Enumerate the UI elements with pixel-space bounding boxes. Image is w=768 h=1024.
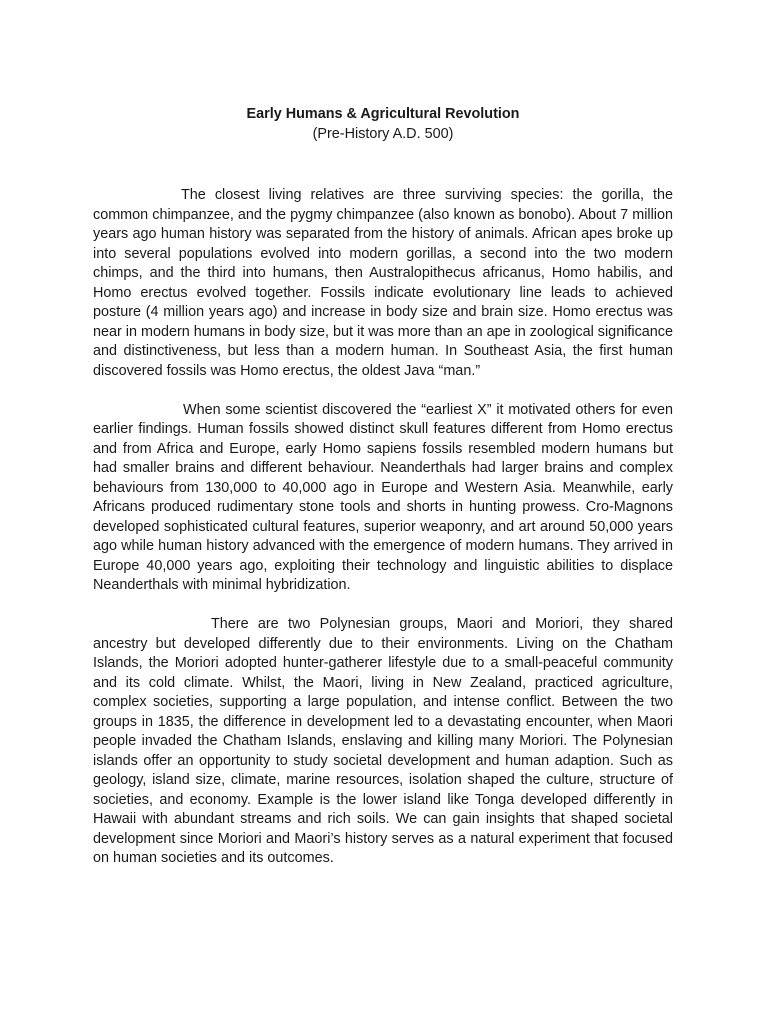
paragraph-closest-relatives: The closest living relatives are three surviving species: the gorilla, the common chimpanzee, and the pygmy chimpanzee (also known as bonobo). About 7 million years ago human history was separated from the history of animals. African apes broke up into several populations evolved into modern gorillas, a second into the two modern chimps, and the third into humans, then Australopithecus africanus, Homo habilis, and Homo erectus evolved together. Fossils indicate evolutionary line leads to achieved posture (4 million years ago) and increase in body size and brain size. Homo erectus was near in modern humans in body size, but it was more than an ape in zoological significance and distinctiveness, but less than a modern human. In Southeast Asia, the first human discovered fossils was Homo erectus, the oldest Java “man.” — [93, 187, 673, 379]
document-subtitle: (Pre-History A.D. 500) — [312, 125, 454, 142]
document-title: Early Humans & Agricultural Revolution — [246, 106, 520, 122]
paragraph-fossil-discoveries: When some scientist discovered the “earliest X” it motivated others for even earlier findings. Human fossils showed distinct skull features different from Homo erectus and from Africa and Europe, early Homo sapiens fossils resembled modern humans but had smaller brains and different behaviour. Neanderthals had larger brains and complex behaviours from 130,000 to 40,000 ago in Europe and Western Asia. Meanwhile, early Africans produced rudimentary stone tools and shorts in hunting prowess. Cro-Magnons developed sophisticated cultural features, superior weaponry, and art around 50,000 years ago while human history advanced with the emergence of modern humans. They arrived in Europe 40,000 years ago, exploiting their technology and linguistic abilities to displace Neanderthals with minimal hybridization. — [93, 401, 673, 594]
document-page — [93, 105, 673, 869]
paragraph-polynesian-groups: There are two Polynesian groups, Maori and Moriori, they shared ancestry but developed differently due to their environments. Living on the Chatham Islands, the Moriori adopted hunter-gatherer lifestyle due to a small-peaceful community and its cold climate. Whilst, the Maori, living in New Zealand, practiced agriculture, complex societies, supporting a large population, and intense conflict. Between the two groups in 1835, the difference in development led to a devastating encounter, when Maori people invaded the Chatham Islands, enslaving and killing many Moriori. The Polynesian islands offer an opportunity to study societal development and human adaption. Such as geology, island size, climate, marine resources, isolation shaped the culture, structure of societies, and economy. Example is the lower island like Tonga developed differently in Hawaii with abundant streams and rich soils. We can gain insights that shaped societal development since Moriori and Maori’s history serves as a natural experiment that focused on human societies and its outcomes. — [93, 616, 673, 867]
